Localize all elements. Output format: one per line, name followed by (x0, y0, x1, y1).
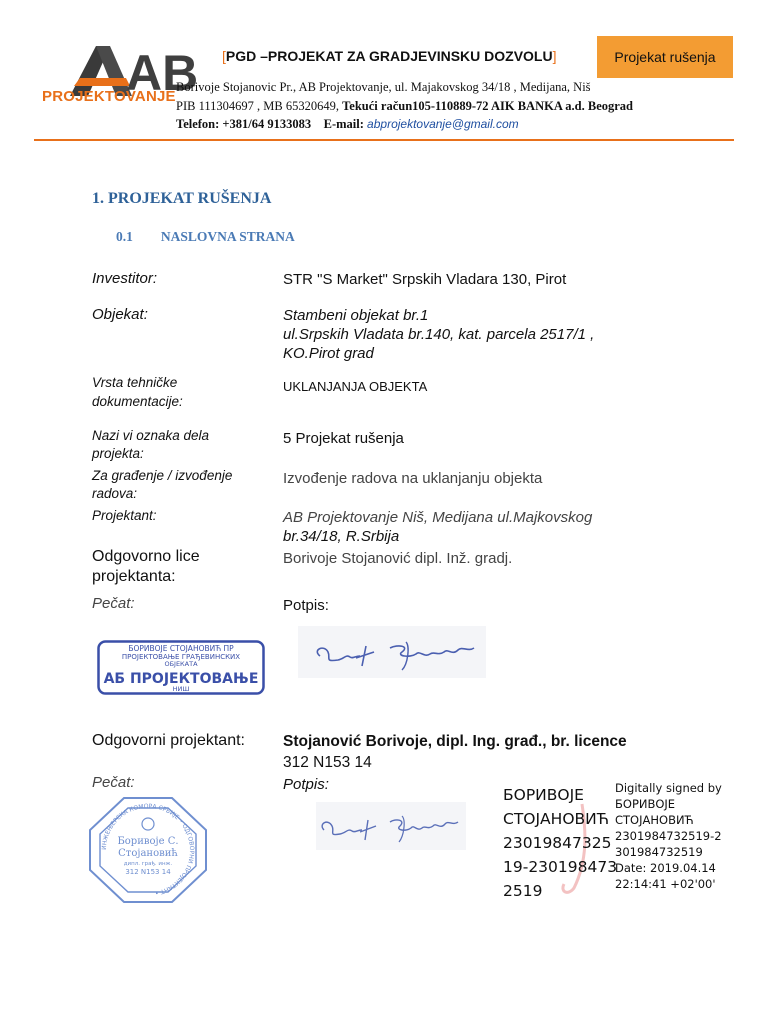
projektant-label: Projektant: (92, 508, 157, 523)
section-heading: 1. PROJEKAT RUŠENJA (92, 190, 272, 207)
stamp-line-5: НИШ (172, 685, 190, 693)
stamp-ring-text: ИНЖЕЊЕРСКА КОМОРА СРБИЈЕ • ОДГОВОРНИ ПРОЈЕКТАНТ • (100, 802, 196, 897)
dsig-info-line-4: 2301984732519-2 (615, 829, 722, 843)
stamp-oct-line-3: дипл. грађ. инж. (123, 861, 173, 867)
document-type-tag (597, 36, 733, 78)
logo-letters: AB (126, 45, 199, 101)
pib-line (176, 99, 633, 114)
stamp-line-3: ОБЈЕКАТА (164, 660, 198, 668)
contact-line: Telefon: +381/64 9133083 E-mail: abprojektovanje@gmail.com (176, 117, 519, 131)
bracket-close: ] (552, 48, 557, 64)
engineer-license-stamp (88, 796, 208, 904)
dsig-name-line-1: БОРИВОЈЕ (503, 786, 584, 804)
subsection-heading (116, 229, 295, 245)
stamp-line-4: АБ ПРОЈЕКТОВАЊЕ (103, 671, 259, 687)
subsection-title: NASLOVNA STRANA (160, 229, 295, 244)
odg-proj-value-1: Stojanović Borivoje, dipl. Ing. građ., br. licence (283, 733, 627, 750)
email-link[interactable]: abprojektovanje@gmail.com (367, 117, 519, 131)
digital-signature-info (615, 780, 722, 892)
stamp-oct-line-2: Стојановић (118, 848, 178, 859)
investitor-label: Investitor: (92, 270, 158, 287)
dsig-name-line-5: 2519 (503, 882, 543, 900)
investitor-value: STR "S Market" Srpskih Vladara 130, Pirot (283, 271, 567, 288)
projektant-value-2: br.34/18, R.Srbija (283, 528, 400, 545)
dsig-name-line-4: 19-230198473 (503, 858, 618, 876)
naziv-label-2: projekta: (92, 446, 144, 461)
za-label-1: Za građenje / izvođenje (92, 468, 233, 483)
bank-account-text: Tekući račun105-110889-72 AIK BANKA a.d. Beograd (342, 99, 633, 113)
pecat-label: Pečat: (92, 595, 135, 612)
header-divider (34, 139, 734, 141)
vrsta-label-1: Vrsta tehničke (92, 375, 178, 390)
stamp-oct-line-1: Боривоје С. (117, 836, 179, 847)
odgovorno-value: Borivoje Stojanović dipl. Inž. gradj. (283, 550, 513, 567)
signature-image-2 (316, 802, 466, 850)
objekat-value-2: ul.Srpskih Vladata br.140, kat. parcela 2517/1 , (283, 326, 595, 343)
tag-text: Projekat rušenja (614, 49, 716, 65)
za-value: Izvođenje radova na uklanjanju objekta (283, 470, 543, 487)
document-title (222, 48, 556, 64)
logo-text: PROJEKTOVANJE (42, 88, 176, 105)
pecat2-label: Pečat: (92, 774, 135, 791)
address-line: Borivoje Stojanovic Pr., AB Projektovanje, ul. Majakovskog 34/18 , Medijana, Niš (176, 80, 591, 94)
digital-signature-name (503, 783, 617, 903)
vrsta-value: UKLANJANJA OBJEKTA (283, 379, 428, 394)
company-stamp (97, 640, 265, 695)
dsig-name-line-2: СТОЈАНОВИЋ (503, 810, 609, 828)
signature-image-1 (298, 626, 486, 678)
stamp-line-1: БОРИВОЈЕ СТОЈАНОВИЋ ПР (128, 644, 234, 653)
dsig-info-line-7: 22:14:41 +02'00' (615, 877, 716, 891)
objekat-value-1: Stambeni objekat br.1 (283, 307, 429, 324)
dsig-info-line-6: Date: 2019.04.14 (615, 861, 716, 875)
dsig-info-line-3: СТОЈАНОВИЋ (615, 813, 694, 827)
dsig-info-line-1: Digitally signed by (615, 781, 722, 795)
dsig-name-line-3: 23019847325 (503, 834, 612, 852)
potpis2-label: Potpis: (283, 776, 329, 793)
subsection-number: 0.1 (116, 229, 133, 244)
odgovorno-label-2: projektanta: (92, 568, 176, 585)
odgovorno-label-1: Odgovorno lice (92, 548, 200, 565)
objekat-value-3: KO.Pirot grad (283, 345, 374, 362)
phone-value: : +381/64 9133083 (215, 117, 312, 131)
bracket-open: [ (222, 48, 226, 64)
odg-proj-value-2: 312 N153 14 (283, 754, 372, 771)
objekat-label: Objekat: (92, 306, 148, 323)
dsig-info-line-2: БОРИВОЈЕ (615, 797, 676, 811)
stamp-line-2: ПРОЈЕКТОВАЊЕ ГРАЂЕВИНСКИХ (121, 653, 241, 661)
naziv-value: 5 Projekat rušenja (283, 430, 404, 447)
phone-label: Telefon (176, 117, 216, 131)
projektant-value-1: AB Projektovanje Niš, Medijana ul.Majkovskog (283, 509, 593, 526)
vrsta-label-2: dokumentacije: (92, 394, 183, 409)
pib-text: PIB 111304697 , MB 65320649, (176, 99, 343, 113)
odg-proj-label: Odgovorni projektant: (92, 732, 245, 749)
za-label-2: radova: (92, 486, 138, 501)
email-label: E-mail (323, 117, 360, 131)
stamp-oct-line-4: 312 N153 14 (125, 868, 171, 876)
naziv-label-1: Nazi vi oznaka dela (92, 428, 210, 443)
dsig-info-line-5: 301984732519 (615, 845, 703, 859)
title-text: PGD –PROJEKAT ZA GRADJEVINSKU DOZVOLU (225, 48, 553, 64)
potpis-label: Potpis: (283, 597, 329, 614)
